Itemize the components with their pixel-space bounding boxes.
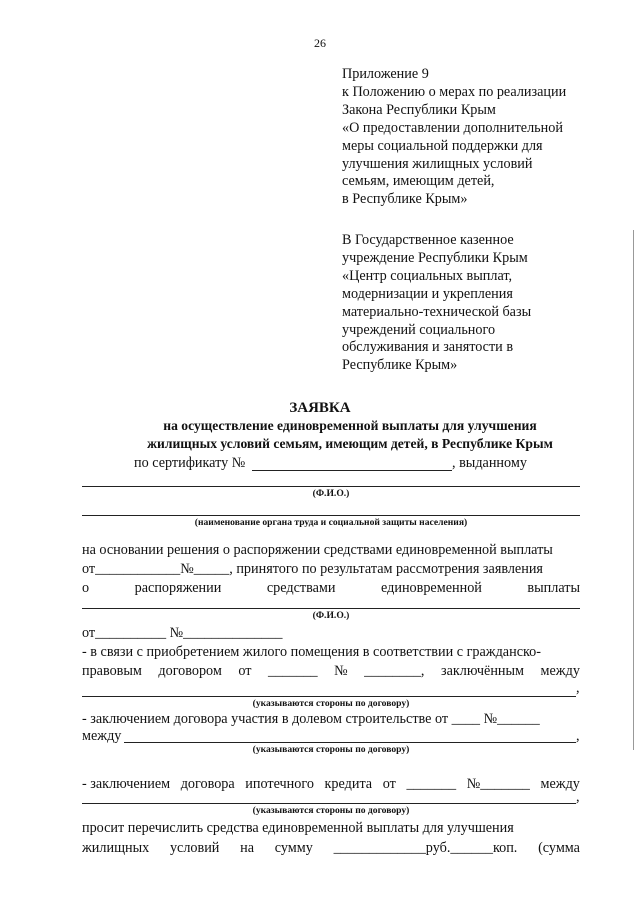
addressee-block xyxy=(342,232,622,375)
word: от xyxy=(238,663,252,679)
decision-paragraph: на основании решения о распоряжении средствами единовременной выплаты xyxy=(82,542,553,558)
purchase-clause-justified xyxy=(82,663,580,680)
purchase-clause: - в связи с приобретением жилого помещения в соответствии с гражданско- xyxy=(82,644,541,660)
appendix-line: к Положению о мерах по реализации xyxy=(342,83,567,100)
word: _______ xyxy=(406,776,457,792)
addressee-line: учреждение Республики Крым xyxy=(342,249,528,266)
word: о xyxy=(82,580,90,596)
word: между xyxy=(540,663,580,679)
scan-edge-line xyxy=(633,230,634,750)
fio-field[interactable] xyxy=(82,486,580,487)
word: сумму xyxy=(274,840,313,856)
parties-caption-1: (указываются стороны по договору) xyxy=(252,698,410,709)
word: единовременной xyxy=(381,580,482,596)
date-number-line: от__________ №______________ xyxy=(82,625,283,641)
mortgage-clause xyxy=(82,776,580,793)
word: жилищных xyxy=(82,840,150,856)
word: - заключением xyxy=(82,776,171,792)
word: №_______ xyxy=(466,776,530,792)
certificate-number-field[interactable] xyxy=(252,470,452,471)
fio-caption: (Ф.И.О.) xyxy=(312,488,350,499)
request-paragraph: просит перечислить средства единовременной выплаты для улучшения xyxy=(82,820,514,836)
parties-field-3[interactable] xyxy=(82,803,576,804)
word: правовым xyxy=(82,663,142,679)
fio-field-2[interactable] xyxy=(82,608,580,609)
parties-caption-3: (указываются стороны по договору) xyxy=(252,805,410,816)
word: выплаты xyxy=(527,580,580,596)
addressee-line: обслуживания и занятости в xyxy=(342,339,514,356)
parties-field-2[interactable] xyxy=(124,742,576,743)
fio-caption-2: (Ф.И.О.) xyxy=(312,610,350,621)
word: распоряжении xyxy=(134,580,222,596)
comma: , xyxy=(576,728,580,744)
word: договором xyxy=(158,663,222,679)
word: условий xyxy=(169,840,220,856)
document-subtitle: на осуществление единовременной выплаты для улучшения xyxy=(163,418,537,433)
addressee-line: «Центр социальных выплат, xyxy=(342,267,513,284)
addressee-line: материально-технической базы xyxy=(342,303,532,320)
word: ________, xyxy=(364,663,425,679)
appendix-line: Закона Республики Крым xyxy=(342,101,496,118)
decision-paragraph-justified xyxy=(82,580,580,597)
comma: , xyxy=(576,680,580,696)
organization-caption: (наименование органа труда и социальной защиты населения) xyxy=(194,517,468,528)
appendix-line: «О предоставлении дополнительной xyxy=(342,119,563,136)
appendix-line: меры социальной поддержки для xyxy=(342,137,543,154)
word: средствами xyxy=(266,580,336,596)
addressee-line: учреждений социального xyxy=(342,321,496,338)
page-number: 26 xyxy=(314,36,326,50)
word: договора xyxy=(180,776,235,792)
certificate-prefix: по сертификату № xyxy=(134,455,246,471)
addressee-line: В Государственное казенное xyxy=(342,232,514,248)
share-construction-clause: - заключением договора участия в долевом строительстве от ____ №______ xyxy=(82,711,540,727)
appendix-line: семьям, имеющим детей, xyxy=(342,173,495,190)
addressee-line: модернизации и укрепления xyxy=(342,285,513,302)
decision-paragraph: от____________№_____, принятого по результатам рассмотрения заявления xyxy=(82,561,543,577)
appendix-line: Приложение 9 xyxy=(342,66,429,82)
organization-field[interactable] xyxy=(82,515,580,516)
document-title: ЗАЯВКА xyxy=(289,400,351,416)
word: № xyxy=(334,663,348,679)
request-paragraph-justified xyxy=(82,840,580,857)
parties-field-1[interactable] xyxy=(82,696,576,697)
document-subtitle: жилищных условий семьям, имеющим детей, в Республике Крым xyxy=(147,436,553,451)
word: _______ xyxy=(267,663,318,679)
word: между xyxy=(540,776,580,792)
word: заключённым xyxy=(440,663,525,679)
between-label: между xyxy=(82,728,122,744)
parties-caption-2: (указываются стороны по договору) xyxy=(252,744,410,755)
addressee-line: Республике Крым» xyxy=(342,357,458,374)
appendix-line: в Республике Крым» xyxy=(342,191,468,208)
comma: , xyxy=(576,789,580,805)
word: (сумма xyxy=(538,840,580,856)
word: от xyxy=(382,776,396,792)
word: _____________руб.______коп. xyxy=(333,840,518,856)
word: ипотечного xyxy=(245,776,314,792)
word: на xyxy=(240,840,255,856)
certificate-suffix: , выданному xyxy=(452,455,527,471)
word: кредита xyxy=(324,776,373,792)
appendix-line: улучшения жилищных условий xyxy=(342,155,533,172)
appendix-reference xyxy=(342,66,622,209)
